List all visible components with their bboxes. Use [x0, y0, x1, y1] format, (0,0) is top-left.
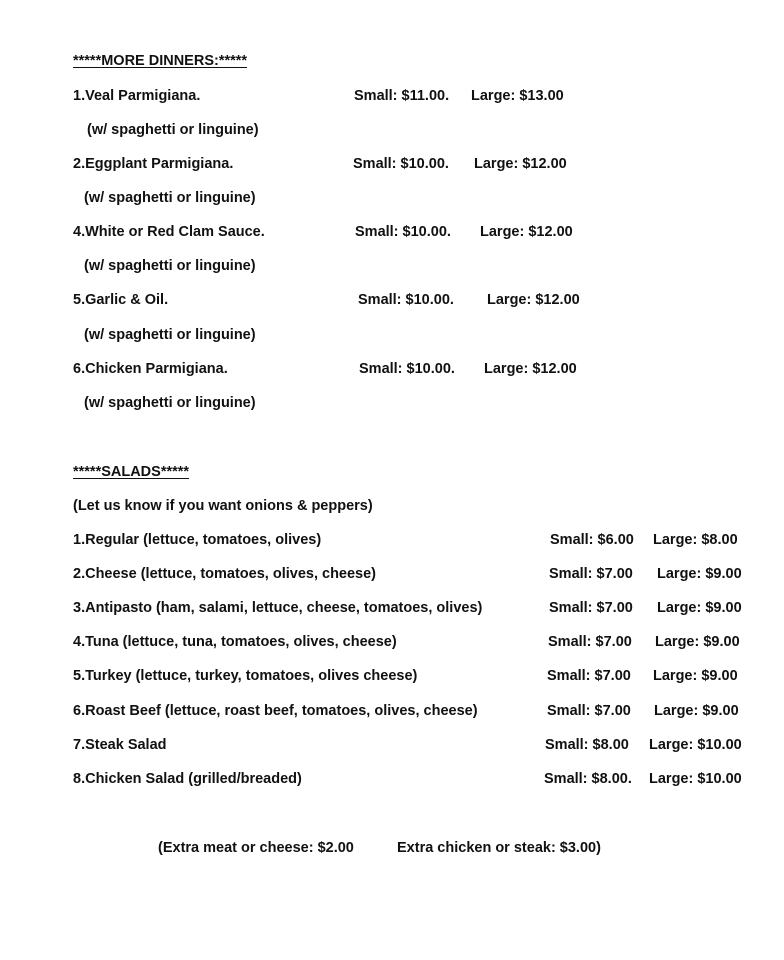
dinner-item-note: (w/ spaghetti or linguine) [87, 122, 259, 138]
salad-item-small-price: Small: $8.00. [544, 771, 632, 787]
dinner-item-name: 4.White or Red Clam Sauce. [73, 224, 265, 240]
salad-item-small-price: Small: $7.00 [547, 668, 631, 684]
salad-item-large-price: Large: $10.00 [649, 737, 742, 753]
dinner-item-name: 6.Chicken Parmigiana. [73, 361, 228, 377]
salad-item-name: 7.Steak Salad [73, 737, 167, 753]
salad-item-name: 1.Regular (lettuce, tomatoes, olives) [73, 532, 322, 548]
dinner-item-note: (w/ spaghetti or linguine) [84, 327, 256, 343]
dinner-item-large-price: Large: $13.00 [471, 88, 564, 104]
dinner-item-large-price: Large: $12.00 [474, 156, 567, 172]
salad-item-small-price: Small: $6.00 [550, 532, 634, 548]
extra-meat-cheese-note: (Extra meat or cheese: $2.00 [158, 840, 354, 856]
dinner-item-note: (w/ spaghetti or linguine) [84, 258, 256, 274]
salad-item-small-price: Small: $7.00 [548, 634, 632, 650]
dinner-item-small-price: Small: $10.00. [358, 292, 454, 308]
dinner-item-name: 2.Eggplant Parmigiana. [73, 156, 234, 172]
salads-note: (Let us know if you want onions & peppers) [73, 498, 373, 514]
dinner-item-large-price: Large: $12.00 [480, 224, 573, 240]
dinner-item-note: (w/ spaghetti or linguine) [84, 395, 256, 411]
dinner-item-small-price: Small: $10.00. [355, 224, 451, 240]
salad-item-large-price: Large: $9.00 [653, 668, 738, 684]
salad-item-name: 3.Antipasto (ham, salami, lettuce, cheese, tomatoes, olives) [73, 600, 483, 616]
salad-item-name: 2.Cheese (lettuce, tomatoes, olives, cheese) [73, 566, 377, 582]
salad-item-large-price: Large: $9.00 [657, 566, 742, 582]
salads-heading: *****SALADS***** [73, 464, 190, 480]
dinner-item-small-price: Small: $10.00. [353, 156, 449, 172]
salad-item-small-price: Small: $7.00 [547, 703, 631, 719]
salad-item-name: 4.Tuna (lettuce, tuna, tomatoes, olives, cheese) [73, 634, 397, 650]
salad-item-name: 5.Turkey (lettuce, turkey, tomatoes, olives cheese) [73, 668, 418, 684]
dinner-item-note: (w/ spaghetti or linguine) [84, 190, 256, 206]
dinner-item-small-price: Small: $10.00. [359, 361, 455, 377]
salad-item-large-price: Large: $9.00 [657, 600, 742, 616]
dinner-item-name: 5.Garlic & Oil. [73, 292, 169, 308]
salad-item-large-price: Large: $10.00 [649, 771, 742, 787]
salad-item-name: 6.Roast Beef (lettuce, roast beef, tomatoes, olives, cheese) [73, 703, 478, 719]
dinners-heading: *****MORE DINNERS:***** [73, 53, 248, 69]
salad-item-name: 8.Chicken Salad (grilled/breaded) [73, 771, 302, 787]
salad-item-small-price: Small: $7.00 [549, 600, 633, 616]
salad-item-large-price: Large: $9.00 [655, 634, 740, 650]
dinner-item-name: 1.Veal Parmigiana. [73, 88, 201, 104]
dinner-item-large-price: Large: $12.00 [484, 361, 577, 377]
dinner-item-small-price: Small: $11.00. [354, 88, 450, 104]
salad-item-large-price: Large: $9.00 [654, 703, 739, 719]
salad-item-large-price: Large: $8.00 [653, 532, 738, 548]
dinner-item-large-price: Large: $12.00 [487, 292, 580, 308]
extra-chicken-steak-note: Extra chicken or steak: $3.00) [397, 840, 601, 856]
salad-item-small-price: Small: $8.00 [545, 737, 629, 753]
salad-item-small-price: Small: $7.00 [549, 566, 633, 582]
